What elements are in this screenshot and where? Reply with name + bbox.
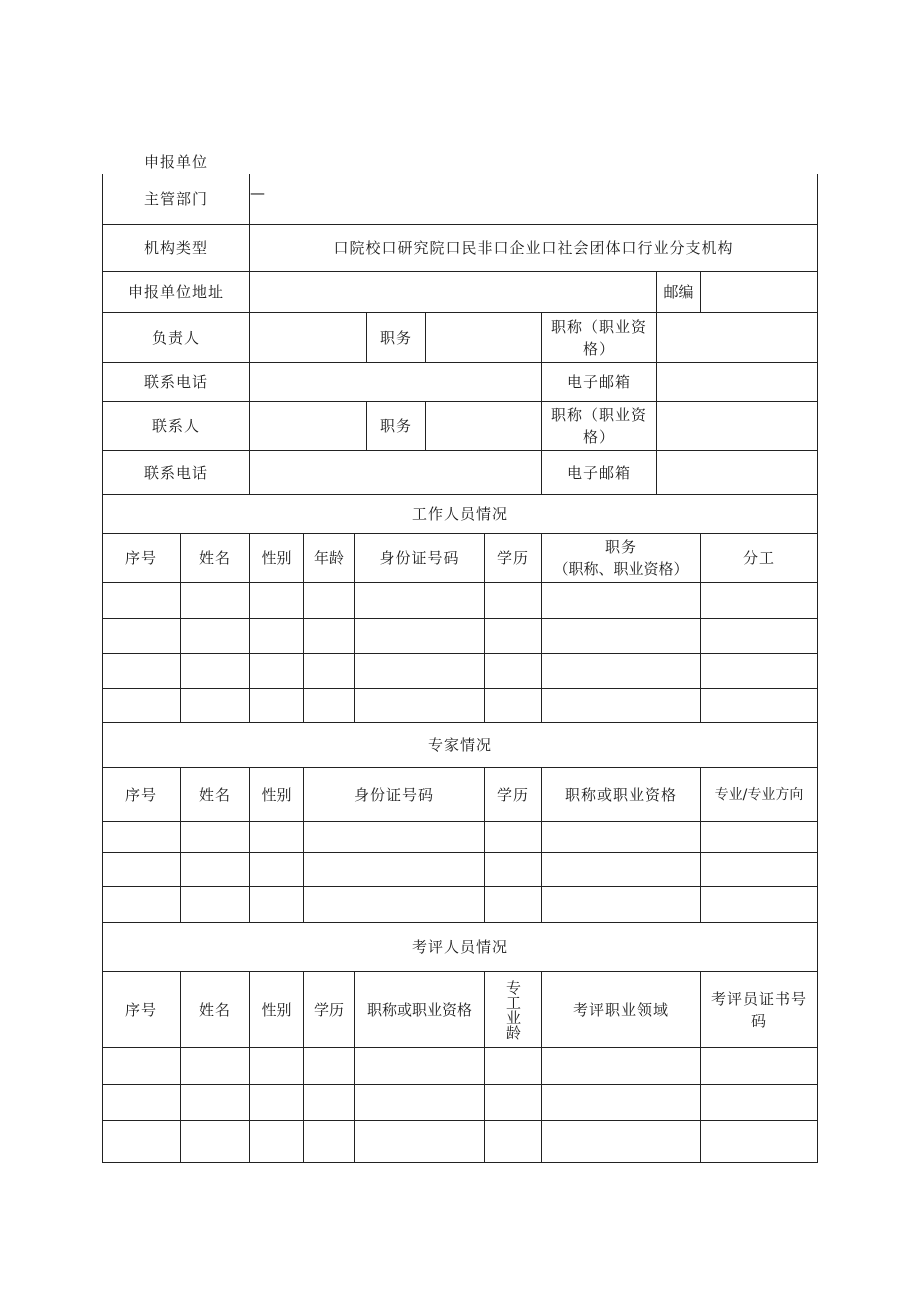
hline — [102, 1162, 818, 1163]
applicant-unit-label: 申报单位 — [143, 153, 208, 171]
assessor-col-cert: 考评员证书号码 — [710, 989, 807, 1030]
dash-mark: — — [250, 184, 266, 202]
postcode-field[interactable] — [702, 273, 816, 311]
hline — [102, 886, 818, 887]
hline — [102, 1047, 818, 1048]
expert-col-name: 姓名 — [198, 785, 231, 804]
hline — [102, 688, 818, 689]
vline — [700, 971, 701, 1162]
hline — [102, 582, 818, 583]
vline — [425, 401, 426, 450]
staff-col-position-line1: 职务 — [604, 538, 637, 556]
assessor-col-gender: 性别 — [261, 1000, 292, 1019]
staff-col-position — [542, 534, 700, 582]
hline — [102, 618, 818, 619]
head-position-label: 职务 — [379, 328, 412, 347]
head-phone-field[interactable] — [251, 364, 540, 400]
staff-col-duty: 分工 — [742, 549, 775, 567]
contact-title-field[interactable] — [658, 403, 816, 449]
expert-col-title: 职称或职业资格 — [564, 785, 677, 804]
contact-position-field[interactable] — [427, 403, 540, 449]
hline — [102, 1084, 818, 1085]
supervising-dept-field[interactable] — [270, 176, 815, 222]
hline — [102, 852, 818, 853]
vline — [700, 271, 701, 312]
org-type-options[interactable]: 口院校口研究院口民非口企业口社会团体口行业分支机构 — [333, 239, 734, 257]
contact-position-label: 职务 — [379, 417, 412, 435]
postcode-label: 邮编 — [663, 283, 694, 301]
expert-col-id: 身份证号码 — [353, 785, 434, 804]
expert-col-major: 专业/专业方向 — [714, 786, 804, 803]
supervising-dept-label: 主管部门 — [143, 190, 208, 208]
expert-col-gender: 性别 — [261, 785, 292, 804]
hline — [102, 1120, 818, 1121]
hline — [102, 821, 818, 822]
head-title-field[interactable] — [658, 314, 816, 361]
assessor-col-no: 序号 — [124, 1000, 157, 1019]
org-type-label: 机构类型 — [143, 239, 208, 257]
contact-name-field[interactable] — [251, 403, 365, 449]
contact-label: 联系人 — [151, 417, 200, 435]
staff-col-education: 学历 — [496, 549, 529, 567]
head-name-field[interactable] — [251, 314, 365, 361]
staff-col-gender: 性别 — [261, 549, 292, 567]
head-title-label: 职称（职业资格） — [550, 317, 647, 358]
expert-col-education: 学历 — [496, 785, 529, 804]
staff-col-position-line2: （职称、职业资格） — [553, 560, 689, 578]
address-field[interactable] — [251, 273, 655, 311]
contact-email-field[interactable] — [658, 452, 816, 493]
vline — [425, 312, 426, 362]
assessor-col-field: 考评职业领域 — [572, 1000, 669, 1019]
staff-col-name: 姓名 — [198, 549, 231, 567]
expert-section-title: 专家情况 — [427, 736, 492, 754]
assessor-col-seniority-text: 专工业龄 — [504, 979, 522, 1040]
staff-col-age: 年龄 — [313, 549, 344, 567]
head-email-field[interactable] — [658, 364, 816, 400]
assessor-col-education: 学历 — [313, 1000, 344, 1019]
contact-phone-label: 联系电话 — [143, 463, 208, 482]
assessor-col-title: 职称或职业资格 — [366, 1000, 472, 1019]
staff-section-title: 工作人员情况 — [411, 505, 508, 523]
vline-right — [817, 174, 818, 1163]
head-position-field[interactable] — [427, 314, 540, 361]
assessor-section-title: 考评人员情况 — [411, 938, 508, 956]
assessor-col-name: 姓名 — [198, 1000, 231, 1019]
staff-col-id: 身份证号码 — [379, 549, 460, 567]
assessor-col-seniority — [485, 972, 541, 1047]
head-phone-label: 联系电话 — [143, 373, 208, 391]
head-label: 负责人 — [151, 328, 200, 347]
address-label: 申报单位地址 — [127, 283, 224, 301]
staff-col-no: 序号 — [124, 549, 157, 567]
contact-title-label: 职称（职业资格） — [550, 406, 647, 446]
contact-email-label: 电子邮箱 — [566, 463, 631, 482]
hline — [102, 653, 818, 654]
contact-phone-field[interactable] — [251, 452, 540, 493]
expert-col-no: 序号 — [124, 785, 157, 804]
head-email-label: 电子邮箱 — [566, 373, 631, 391]
